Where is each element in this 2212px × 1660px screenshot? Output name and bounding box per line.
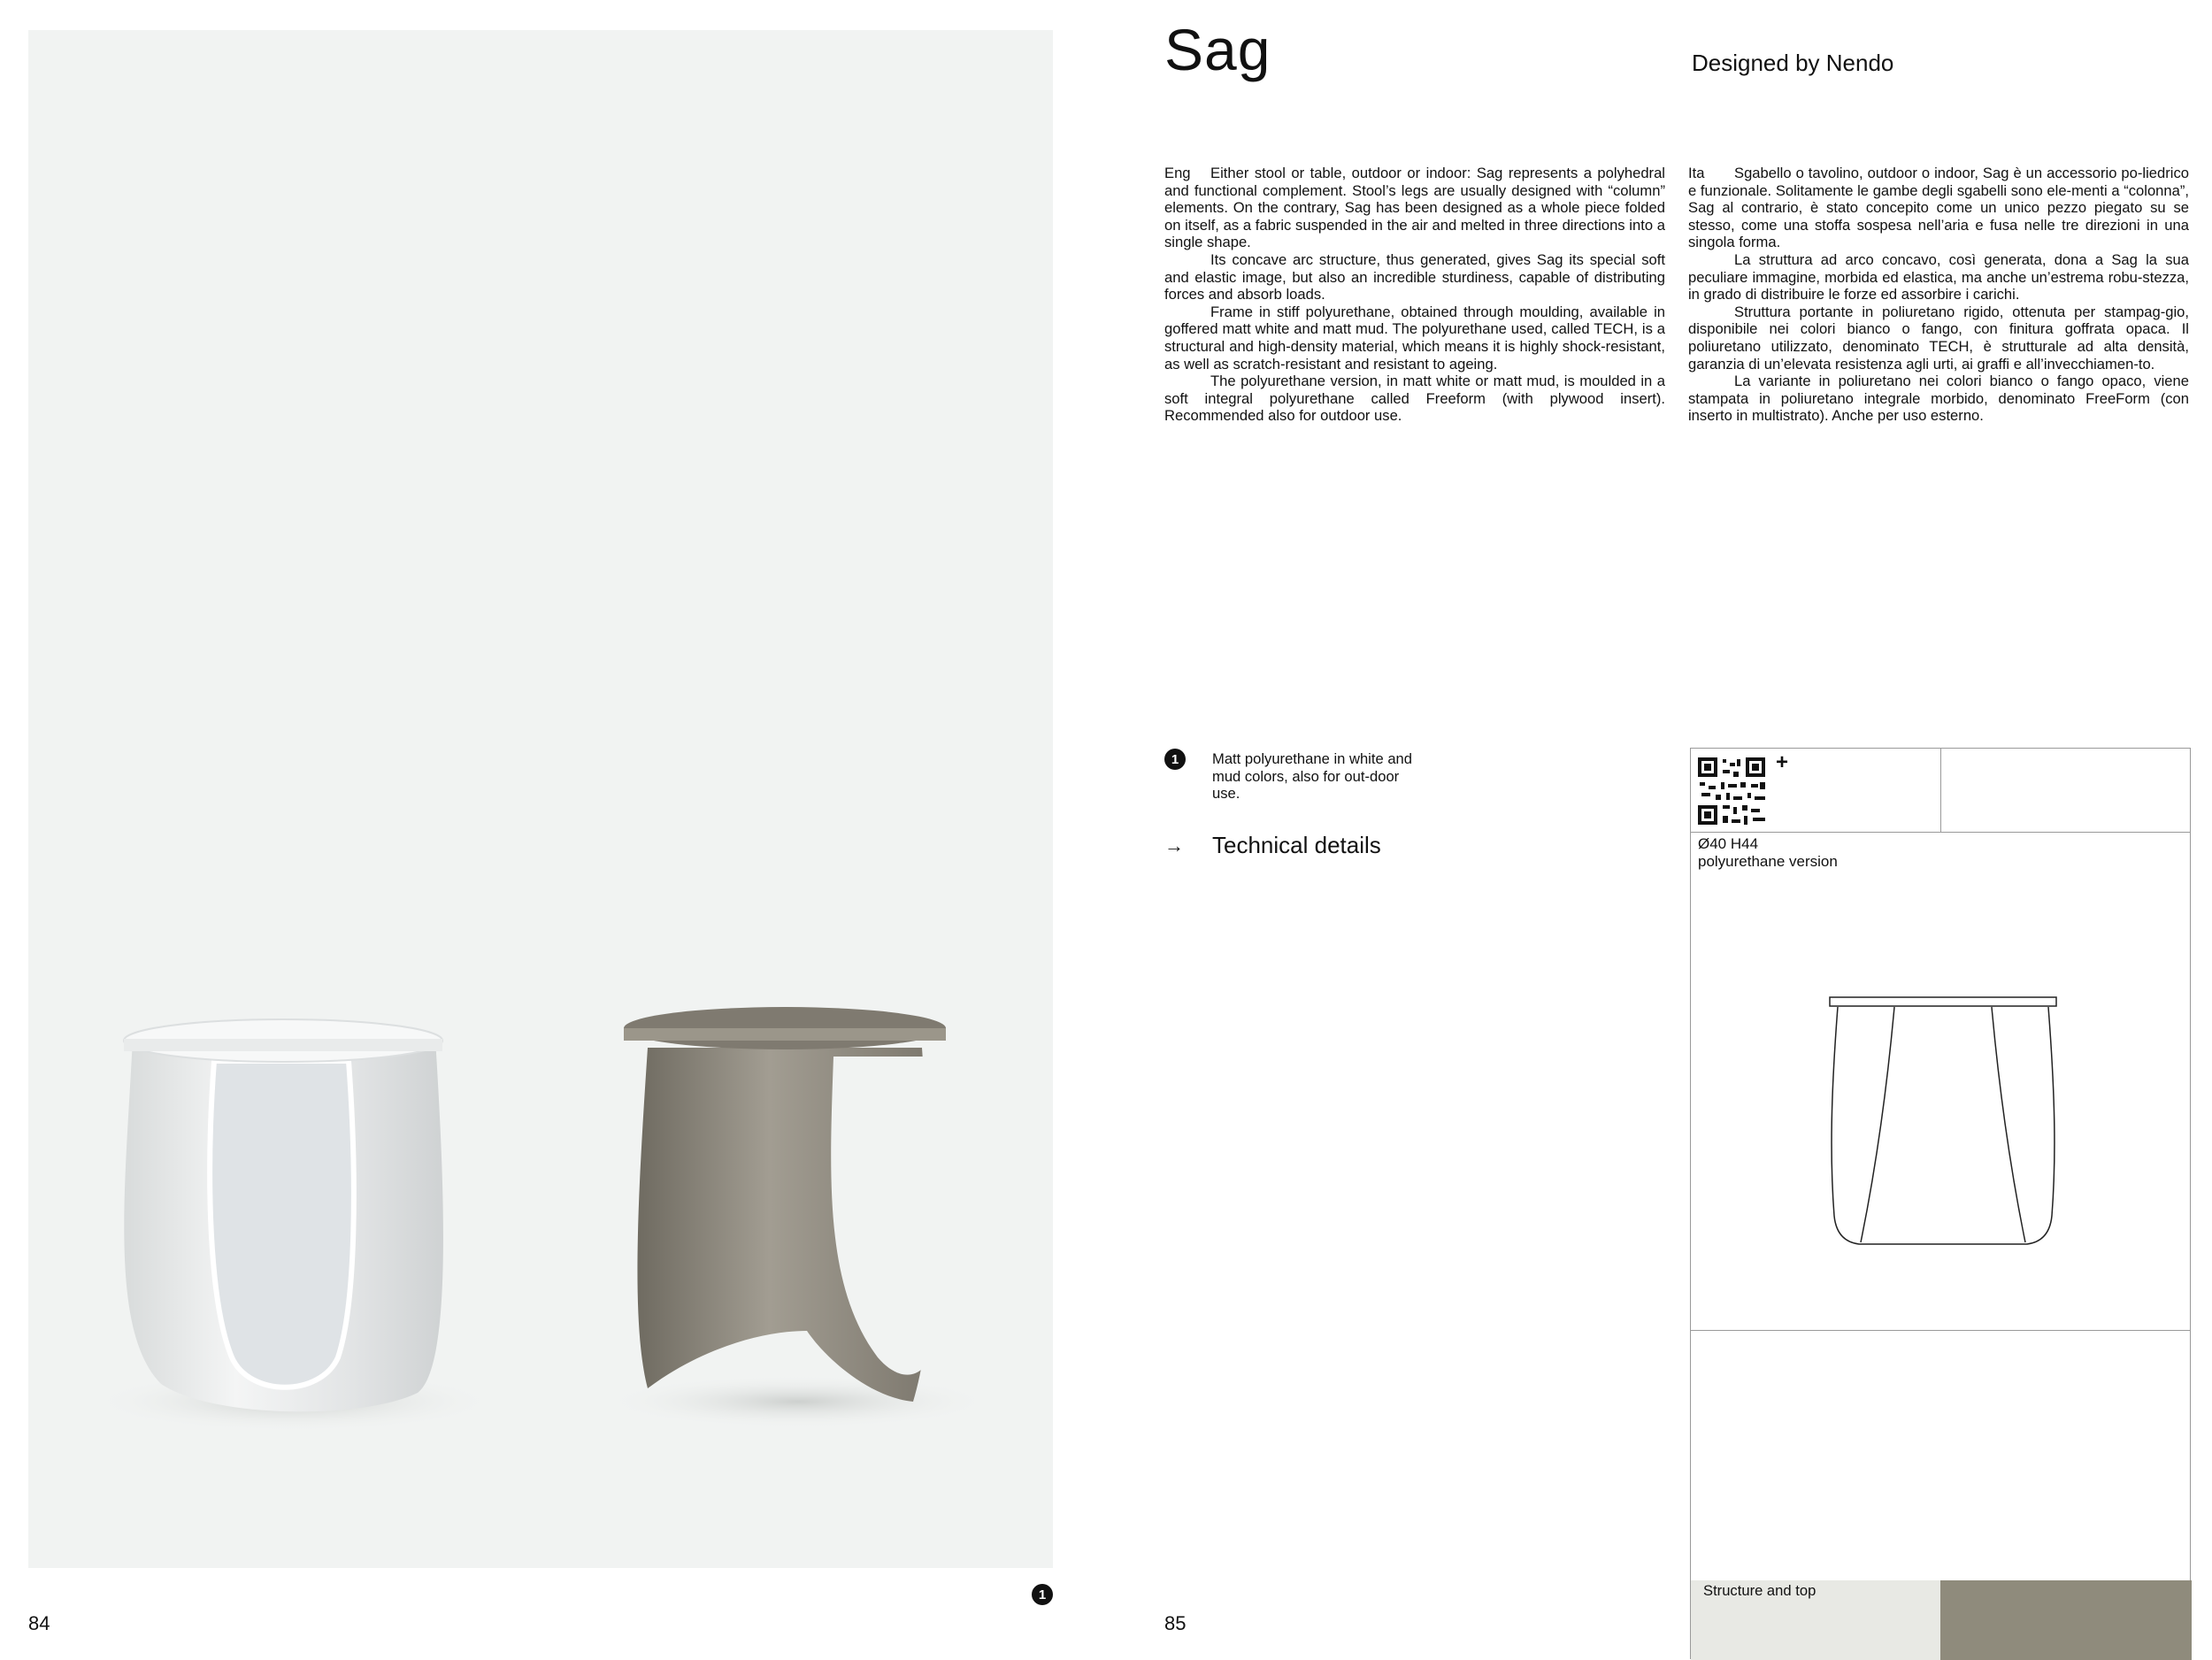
lang-label-ita: Ita xyxy=(1688,165,1705,181)
technical-drawing xyxy=(1824,996,2062,1266)
material-note: Matt polyurethane in white and mud colors, also for out-door use. xyxy=(1212,750,1413,803)
italian-paragraph-3: Struttura portante in poliuretano rigido, ottenuta per stampag-gio, disponibile nei colori bianco o fango, con finitura goffrata opaca. Il poliuretano utilizzato, denominato TECH, è strutturale ad alta densità, garanzia di un’elevata resistenza agli urti, ai graffi e all’invecchiamen-to. xyxy=(1688,303,2189,373)
italian-paragraph-1: Ita Sgabello o tavolino, outdoor o indoor, Sag è un accessorio po-liedrico e funzionale. Solitamente le gambe degli sgabelli sono ele-menti a “colonna”, Sag al contrario, è stato concepito come un unico pezzo piegato su se stesso, come una stoffa sospesa nell’aria e fusa nelle tre direzioni in una singola forma. xyxy=(1688,165,2189,251)
sag-stools-image xyxy=(28,30,1053,1568)
designer-credit: Designed by Nendo xyxy=(1692,50,1894,76)
spec-sheet xyxy=(1690,748,2191,1659)
qr-code-icon[interactable] xyxy=(1698,757,1779,833)
italian-paragraph-4: La variante in poliuretano nei colori bianco o fango opaco, viene stampata in poliuretano integrale morbido, denominato FreeForm (con inserto in multistrato). Anche per uso esterno. xyxy=(1688,373,2189,425)
english-description xyxy=(1164,165,1665,425)
photo-badge: 1 xyxy=(1032,1584,1053,1605)
lang-label-eng: Eng xyxy=(1164,165,1191,181)
plus-icon[interactable]: + xyxy=(1776,750,1789,774)
technical-details-label: Technical details xyxy=(1212,832,1381,858)
page-number-right: 85 xyxy=(1164,1612,1187,1634)
page-number-left: 84 xyxy=(28,1612,50,1634)
arrow-right-icon: → xyxy=(1164,834,1184,857)
technical-details-link[interactable] xyxy=(1164,832,1381,859)
dimensions-block xyxy=(1698,835,1838,871)
english-paragraph-1: Eng Either stool or table, outdoor or indoor: Sag represents a polyhedral and functional complement. Stool’s legs are usually designed with “column” elements. On the contrary, Sag has been designed as a whole piece folded on itself, as a fabric suspended in the air and melted in three directions into a single shape. xyxy=(1164,165,1665,251)
english-paragraph-3: Frame in stiff polyurethane, obtained through moulding, available in goffered matt white and matt mud. The polyurethane used, called TECH, is a structural and high-density material, which means it is highly shock-resistant, as well as scratch-resistant and resistant to ageing. xyxy=(1164,303,1665,373)
english-paragraph-4: The polyurethane version, in matt white or matt mud, is moulded in a soft integral polyurethane called Freeform (with plywood insert). Recommended also for outdoor use. xyxy=(1164,373,1665,425)
product-title: Sag xyxy=(1164,17,1271,82)
product-photo xyxy=(28,30,1053,1568)
english-paragraph-2: Its concave arc structure, thus generated, gives Sag its special soft and elastic image, but also an incredible sturdiness, capable of distributing forces and absorb loads. xyxy=(1164,250,1665,304)
dimensions-text: Ø40 H44 xyxy=(1698,835,1759,852)
finish-label: Structure and top xyxy=(1703,1582,1816,1599)
italian-paragraph-2: La struttura ad arco concavo, così generata, dona a Sag la sua peculiare immagine, morbida ed elastica, ma anche un’estrema robu-stezza, in grado di distribuire le forze ed assorbire i carichi. xyxy=(1688,250,2189,304)
note-badge: 1 xyxy=(1164,749,1186,770)
italian-description xyxy=(1688,165,2189,425)
version-text: polyurethane version xyxy=(1698,853,1838,870)
swatch-matt-mud xyxy=(1940,1580,2192,1660)
